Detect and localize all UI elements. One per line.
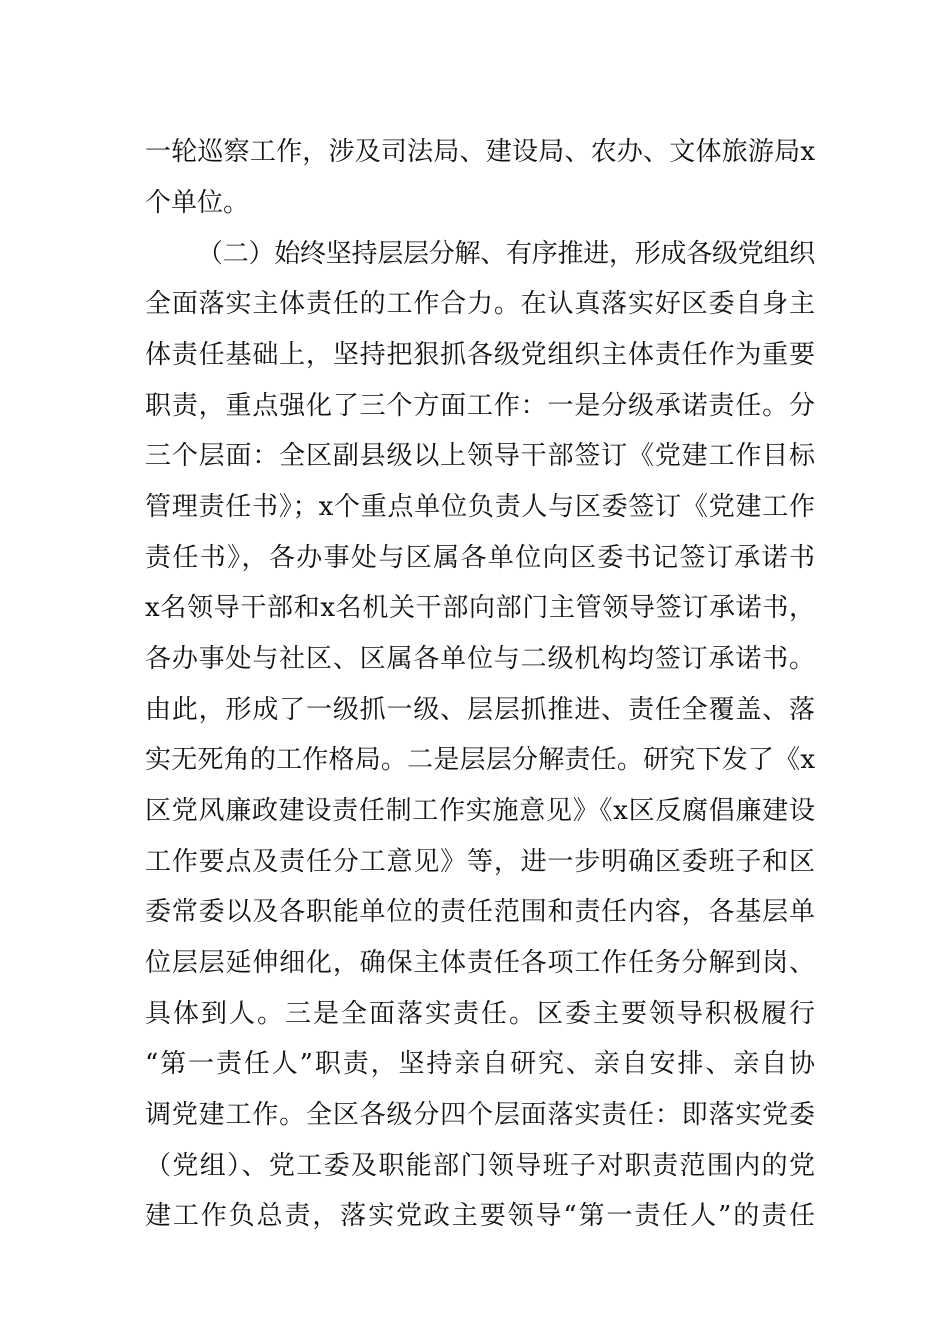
text-line: 三个层面：全区副县级以上领导干部签订《党建工作目标 [145, 441, 815, 471]
text-line: 实无死角的工作格局。二是层层分解责任。研究下发了《x [145, 745, 815, 775]
text-line: 工作要点及责任分工意见》等，进一步明确区委班子和区 [145, 847, 815, 877]
text-line: 各办事处与社区、区属各单位与二级机构均签订承诺书。 [145, 644, 815, 674]
text-line: 个单位。 [145, 188, 250, 218]
text-line: （二）始终坚持层层分解、有序推进，形成各级党组织 [197, 239, 816, 269]
text-line: x名领导干部和x名机关干部向部门主管领导签订承诺书， [145, 593, 815, 623]
text-line: “第一责任人”职责，坚持亲自研究、亲自安排、亲自协 [145, 1049, 815, 1079]
text-line: 建工作负总责，落实党政主要领导“第一责任人”的责任 [145, 1201, 815, 1231]
text-line: 区党风廉政建设责任制工作实施意见》《x区反腐倡廉建设 [145, 796, 815, 826]
text-line: 管理责任书》；x个重点单位负责人与区委签订《党建工作 [145, 492, 815, 522]
text-line: 责任书》，各办事处与区属各单位向区委书记签订承诺书 [145, 543, 815, 573]
text-line: 由此，形成了一级抓一级、层层抓推进、责任全覆盖、落 [145, 695, 815, 725]
text-line: 全面落实主体责任的工作合力。在认真落实好区委自身主 [145, 289, 815, 319]
text-line: 一轮巡察工作，涉及司法局、建设局、农办、文体旅游局x [145, 137, 815, 167]
text-line: 委常委以及各职能单位的责任范围和责任内容，各基层单 [145, 897, 815, 927]
text-line: 位层层延伸细化，确保主体责任各项工作任务分解到岗、 [145, 948, 815, 978]
text-line: 调党建工作。全区各级分四个层面落实责任：即落实党委 [145, 1100, 815, 1130]
text-line: （党组）、党工委及职能部门领导班子对职责范围内的党 [145, 1151, 815, 1181]
text-line: 职责，重点强化了三个方面工作：一是分级承诺责任。分 [145, 391, 815, 421]
text-line: 体责任基础上，坚持把狠抓各级党组织主体责任作为重要 [145, 340, 815, 370]
text-line: 具体到人。三是全面落实责任。区委主要领导积极履行 [145, 999, 815, 1029]
